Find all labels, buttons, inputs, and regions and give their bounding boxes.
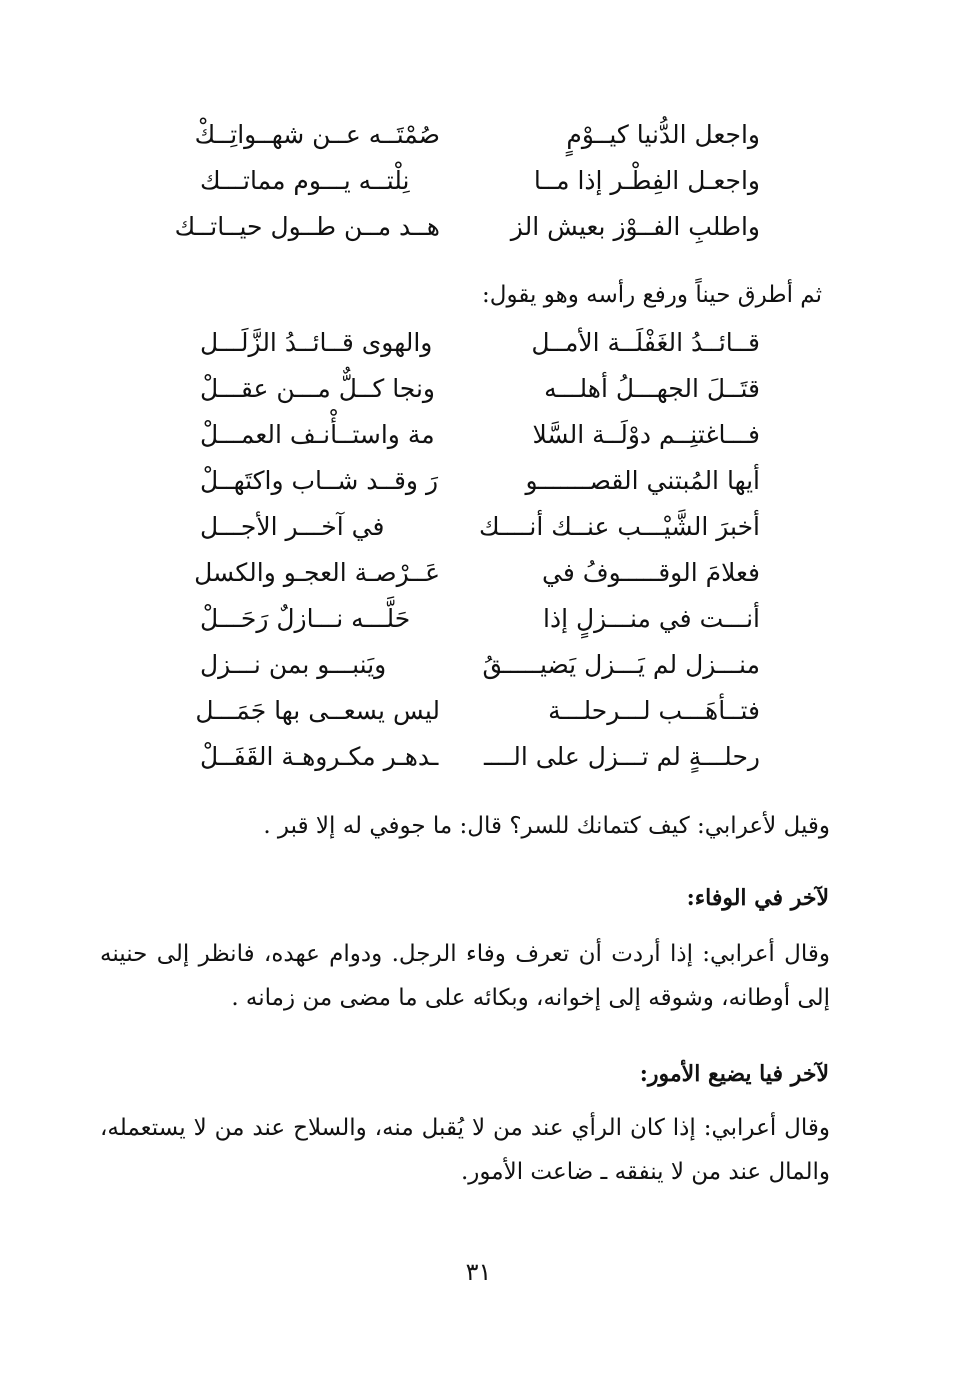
section-heading: لآخر في الوفاء: bbox=[686, 885, 829, 911]
verse-row bbox=[200, 642, 760, 688]
paragraph-line: إلى أوطانه، وشوقه إلى إخوانه، وبكائه على ما مضى من زمانه . bbox=[231, 985, 830, 1011]
verse-second-hemistich: صُمْتَــه عــن شهــواتِــكْ bbox=[194, 120, 440, 149]
verse-row bbox=[194, 550, 760, 596]
verse-row bbox=[195, 688, 760, 734]
paragraph-line: وقيل لأعرابي: كيف كتمانك للسر؟ قال: ما جوفي له إلا قبر . bbox=[263, 813, 830, 839]
page-number: ٣١ bbox=[465, 1258, 492, 1286]
verse-first-hemistich: قــائــدُ الغَفْلَــة الأمــل bbox=[531, 328, 760, 357]
verse-second-hemistich: ونجا كــلٌّ مـــن عقـــلْ bbox=[200, 374, 435, 403]
intro-line: ثم أطرق حيناً ورفع رأسه وهو يقول: bbox=[482, 282, 822, 308]
verse-row bbox=[200, 596, 760, 642]
verse-second-hemistich: في آخـــر الأجـــل bbox=[200, 512, 385, 541]
verse-first-hemistich: منـــزل لم يَـــزل يَضيـــــقُ bbox=[482, 650, 760, 679]
verse-row bbox=[200, 504, 760, 550]
verse-first-hemistich: واطلبِ الفــوْز بعيش الز bbox=[510, 212, 760, 241]
verse-second-hemistich: والهوى قــائــدُ الزَّلَـــل bbox=[200, 328, 433, 357]
verse-first-hemistich: أنـــت في منـــزلٍ إذا bbox=[543, 604, 760, 633]
section-heading: لآخر فيا يضيع الأمور: bbox=[639, 1061, 829, 1087]
verse-row bbox=[200, 458, 760, 504]
verse-first-hemistich: فـــاغتنِــم دوْلَــة السَّلا bbox=[532, 420, 760, 449]
anecdote-paragraph bbox=[100, 804, 830, 848]
verse-row bbox=[200, 158, 760, 204]
verse-row bbox=[200, 412, 760, 458]
paragraph-line: وقال أعرابي: إذا أردت أن تعرف وفاء الرجل. ودوام عهده، فانظر إلى حنينه bbox=[100, 941, 830, 967]
paragraph-line: والمال عند من لا ينفقه ـ ضاعت الأمور. bbox=[460, 1159, 830, 1185]
verse-row bbox=[194, 112, 760, 158]
verse-first-hemistich: رحلـــةٍ لم تـــزل على الــــ bbox=[483, 742, 760, 771]
paragraph-line: وقال أعرابي: إذا كان الرأي عند من لا يُقبل منه، والسلاح عند من لا يستعمله، bbox=[100, 1115, 830, 1141]
verse-first-hemistich: فتــأهَـــب لـــرحلـــة bbox=[548, 696, 760, 725]
verse-first-hemistich: قتَــلَ الجهـــلُ أهلـــه bbox=[544, 374, 760, 403]
verse-second-hemistich: رَ وقــد شــاب واكتَهــلْ bbox=[200, 466, 439, 495]
verse-second-hemistich: ليس يسعــى بها جَمَـــل bbox=[195, 696, 440, 725]
poem-1 bbox=[174, 112, 760, 250]
verse-first-hemistich: واجعل الدُّنيا كيــوْمٍ bbox=[566, 120, 760, 149]
verse-row bbox=[200, 320, 760, 366]
verse-first-hemistich: أخبرَ الشَّيْـــب عنــك أنــــك bbox=[479, 512, 760, 541]
verse-second-hemistich: هــد مــن طــول حيــاتــك bbox=[174, 212, 440, 241]
verse-first-hemistich: فعلامَ الوقـــــوفُ في bbox=[542, 558, 760, 587]
verse-row bbox=[200, 366, 760, 412]
verse-first-hemistich: واجعـل الفِطْـر إذا مــا bbox=[533, 166, 760, 195]
section-paragraph bbox=[100, 932, 830, 1020]
verse-second-hemistich: حَلَّـــه نـــازلٌ رَحَـــلْ bbox=[200, 604, 411, 633]
verse-second-hemistich: ـدهـر مكـروهـة القَفَــلْ bbox=[200, 742, 439, 771]
section-paragraph bbox=[100, 1106, 830, 1194]
verse-row bbox=[174, 204, 760, 250]
verse-second-hemistich: نِلْتــه يـــوم مماتـــك bbox=[200, 166, 410, 195]
verse-first-hemistich: أيها المُبتني القصـــــــو bbox=[525, 466, 760, 495]
verse-row bbox=[200, 734, 760, 780]
poem-2 bbox=[194, 320, 760, 780]
verse-second-hemistich: مة واستــأْنـف العمـــلْ bbox=[200, 420, 435, 449]
verse-second-hemistich: عَــرْصـة العجـو والكسل bbox=[194, 558, 440, 587]
verse-second-hemistich: ويَنبـــو بمن نـــزل bbox=[200, 650, 387, 679]
